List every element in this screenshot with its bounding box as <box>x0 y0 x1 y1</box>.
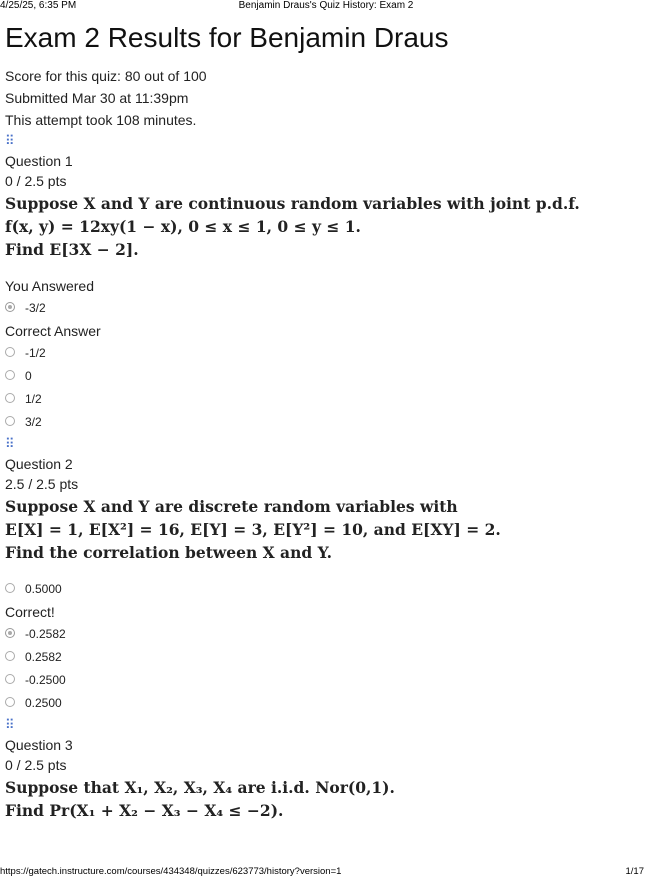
print-footer <box>0 865 652 879</box>
answer-text: 0 <box>25 369 32 383</box>
answer-text: -3/2 <box>25 301 46 315</box>
radio-icon[interactable] <box>5 674 15 684</box>
radio-icon[interactable] <box>5 416 15 426</box>
answer-option[interactable] <box>5 342 647 365</box>
radio-selected-icon[interactable] <box>5 628 15 638</box>
question-text-line: f(x, y) = 12xy(1 − x), 0 ≤ x ≤ 1, 0 ≤ y ≤ 1. <box>5 217 361 236</box>
print-header <box>0 0 652 14</box>
you-answered-label: You Answered <box>5 278 94 294</box>
question-2-label: Question 2 <box>5 456 73 472</box>
radio-icon[interactable] <box>5 393 15 403</box>
question-1-text <box>5 192 647 261</box>
answer-option[interactable] <box>5 297 647 320</box>
page-title: Exam 2 Results for Benjamin Draus <box>5 22 449 53</box>
correct-answer-label: Correct Answer <box>5 323 101 339</box>
drag-handle-icon[interactable]: ⠿ <box>5 436 14 451</box>
print-title: Benjamin Draus's Quiz History: Exam 2 <box>238 0 414 11</box>
radio-selected-icon[interactable] <box>5 302 15 312</box>
question-1-label: Question 1 <box>5 153 73 169</box>
question-text-line: Suppose X and Y are continuous random variables with joint p.d.f. <box>5 194 580 213</box>
question-2-text <box>5 495 647 564</box>
answer-text: -0.2582 <box>25 627 66 641</box>
submitted-time: Submitted Mar 30 at 11:39pm <box>5 90 189 106</box>
attempt-duration: This attempt took 108 minutes. <box>5 112 197 128</box>
page-number: 1/17 <box>625 866 644 877</box>
answer-option[interactable] <box>5 623 647 646</box>
quiz-score: Score for this quiz: 80 out of 100 <box>5 68 207 84</box>
question-text-line: Suppose X and Y are discrete random variables with <box>5 497 458 516</box>
answer-option[interactable] <box>5 388 647 411</box>
answer-text: -1/2 <box>25 346 46 360</box>
answer-text: 0.2500 <box>25 696 62 710</box>
answer-text: -0.2500 <box>25 673 66 687</box>
radio-icon[interactable] <box>5 651 15 661</box>
answer-text: 1/2 <box>25 392 42 406</box>
question-1-points: 0 / 2.5 pts <box>5 173 67 189</box>
radio-icon[interactable] <box>5 583 15 593</box>
answer-text: 0.5000 <box>25 582 62 596</box>
drag-handle-icon[interactable]: ⠿ <box>5 717 14 732</box>
correct-label: Correct! <box>5 604 55 620</box>
answer-option[interactable] <box>5 411 647 434</box>
question-3-label: Question 3 <box>5 737 73 753</box>
question-text-line: E[X] = 1, E[X²] = 16, E[Y] = 3, E[Y²] = 10, and E[XY] = 2. <box>5 520 501 539</box>
question-text-line: Find Pr(X₁ + X₂ − X₃ − X₄ ≤ −2). <box>5 801 284 820</box>
answer-option[interactable] <box>5 669 647 692</box>
answer-option[interactable] <box>5 692 647 715</box>
print-date: 4/25/25, 6:35 PM <box>0 0 77 11</box>
question-3-text <box>5 776 647 822</box>
question-text-line: Find E[3X − 2]. <box>5 240 139 259</box>
question-3-points: 0 / 2.5 pts <box>5 757 67 773</box>
drag-handle-icon[interactable]: ⠿ <box>5 133 14 148</box>
radio-icon[interactable] <box>5 347 15 357</box>
question-text-line: Suppose that X₁, X₂, X₃, X₄ are i.i.d. Nor(0,1). <box>5 778 395 797</box>
answer-option[interactable] <box>5 365 647 388</box>
question-text-line: Find the correlation between X and Y. <box>5 543 333 562</box>
question-2-points: 2.5 / 2.5 pts <box>5 476 79 492</box>
answer-option[interactable] <box>5 578 647 601</box>
radio-icon[interactable] <box>5 370 15 380</box>
answer-text: 0.2582 <box>25 650 62 664</box>
radio-icon[interactable] <box>5 697 15 707</box>
quiz-results <box>5 22 647 822</box>
page-url: https://gatech.instructure.com/courses/434348/quizzes/623773/history?version=1 <box>0 866 342 877</box>
answer-option[interactable] <box>5 646 647 669</box>
answer-text: 3/2 <box>25 415 42 429</box>
